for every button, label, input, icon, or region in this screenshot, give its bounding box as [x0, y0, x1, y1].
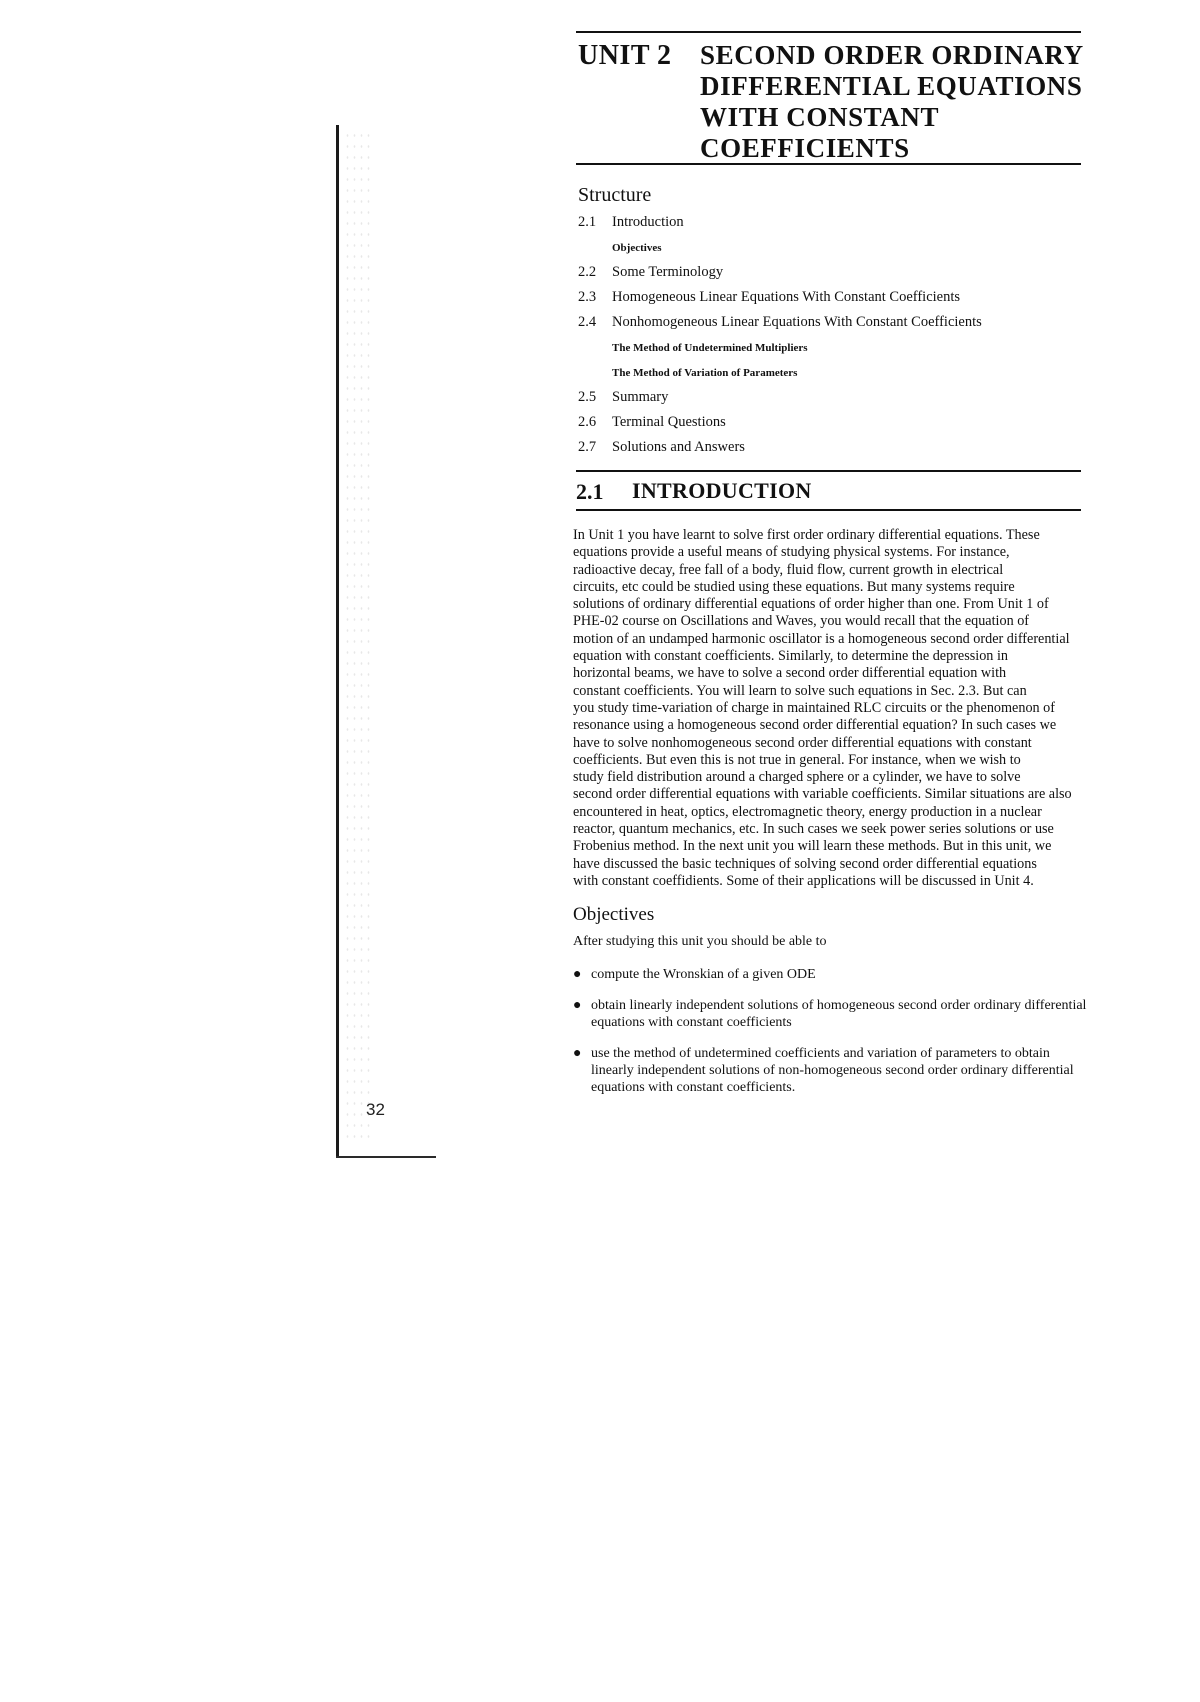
- toc-text: Solutions and Answers: [612, 439, 745, 455]
- paragraph-line: you study time-variation of charge in maintained RLC circuits or the phenomenon of: [573, 699, 1055, 716]
- toc-item: [578, 412, 1078, 437]
- paragraph-line: have to solve nonhomogeneous second order differential equations with constant: [573, 734, 1032, 751]
- toc-subitem: [578, 362, 1078, 387]
- unit-title-line: COEFFICIENTS: [700, 133, 910, 163]
- toc-subitem: [578, 237, 1078, 262]
- objective-line: equations with constant coefficients.: [591, 1080, 796, 1095]
- section-title: INTRODUCTION: [632, 478, 812, 503]
- toc-item: [578, 262, 1078, 287]
- objective-line: obtain linearly independent solutions of homogeneous second order ordinary differential: [591, 998, 1087, 1013]
- paragraph-line: In Unit 1 you have learnt to solve first order ordinary differential equations. These: [573, 527, 1040, 543]
- objective-item: [573, 966, 1103, 983]
- objectives-heading: Objectives: [573, 904, 655, 925]
- toc-number: 2.4: [578, 314, 597, 330]
- toc-number: 2.5: [578, 389, 597, 405]
- toc-number: 2.7: [578, 439, 597, 455]
- top-rule: [576, 31, 1081, 33]
- toc-text: Objectives: [612, 242, 662, 254]
- unit-label: UNIT 2: [578, 40, 672, 71]
- paragraph-line: resonance using a homogeneous second order differential equation? In such cases we: [573, 717, 1057, 734]
- unit-title-line: WITH CONSTANT: [700, 102, 940, 132]
- toc-item: [578, 212, 1078, 237]
- introduction-paragraph: [573, 527, 1103, 890]
- header-rule: [576, 163, 1081, 165]
- paragraph-line: reactor, quantum mechanics, etc. In such cases we seek power series solutions or use: [573, 821, 1054, 838]
- paragraph-line: encountered in heat, optics, electromagnetic theory, energy production in a nuclear: [573, 803, 1042, 820]
- paragraph-line: Frobenius method. In the next unit you will learn these methods. But in this unit, we: [573, 838, 1052, 855]
- objective-line: compute the Wronskian of a given ODE: [591, 967, 816, 982]
- bullet-icon: ●: [573, 967, 582, 982]
- paragraph-line: circuits, etc could be studied using these equations. But many systems require: [573, 578, 1015, 595]
- paragraph-line: equations provide a useful means of studying physical systems. For instance,: [573, 544, 1010, 561]
- toc-item: [578, 387, 1078, 412]
- binding-bottom-edge: [336, 1156, 436, 1158]
- toc-text: The Method of Undetermined Multipliers: [612, 342, 808, 354]
- toc-number: 2.6: [578, 414, 597, 430]
- paragraph-line: solutions of ordinary differential equations of order higher than one. From Unit 1 of: [573, 596, 1049, 613]
- objective-line: linearly independent solutions of non-homogeneous second order ordinary differential: [591, 1063, 1074, 1078]
- toc-text: The Method of Variation of Parameters: [612, 367, 798, 379]
- page-number: 32: [366, 1100, 385, 1119]
- paragraph-line: study field distribution around a charged sphere or a cylinder, we have to solve: [573, 769, 1021, 786]
- section-rule-bottom: [576, 509, 1081, 511]
- table-of-contents: [578, 212, 1078, 462]
- objective-item: [573, 997, 1103, 1031]
- paragraph-line: have discussed the basic techniques of solving second order differential equations: [573, 855, 1037, 872]
- toc-item: [578, 312, 1078, 337]
- structure-heading: Structure: [578, 184, 652, 206]
- scan-noise: [344, 130, 374, 1140]
- paragraph-line: second order differential equations with variable coefficients. Similar situations are also: [573, 786, 1072, 803]
- paragraph-line: motion of an undamped harmonic oscillator is a homogeneous second order differential: [573, 630, 1070, 647]
- toc-text: Introduction: [612, 214, 684, 230]
- objectives-list: [573, 966, 1103, 1110]
- bullet-icon: ●: [573, 1046, 582, 1061]
- section-rule-top: [576, 470, 1081, 472]
- paragraph-line: horizontal beams, we have to solve a second order differential equation with: [573, 665, 1007, 682]
- toc-text: Some Terminology: [612, 264, 724, 280]
- paragraph-line: PHE-02 course on Oscillations and Waves, you would recall that the equation of: [573, 613, 1030, 630]
- toc-number: 2.1: [578, 214, 597, 230]
- toc-subitem: [578, 337, 1078, 362]
- paragraph-line: with constant coeffidients. Some of their applications will be discussed in Unit 4.: [573, 872, 1034, 889]
- toc-text: Terminal Questions: [612, 414, 726, 430]
- toc-text: Nonhomogeneous Linear Equations With Constant Coefficients: [612, 314, 982, 330]
- toc-item: [578, 437, 1078, 462]
- toc-number: 2.2: [578, 264, 597, 280]
- toc-number: 2.3: [578, 289, 597, 305]
- paragraph-line: coefficients. But even this is not true in general. For instance, when we wish to: [573, 751, 1021, 768]
- binding-edge: [336, 125, 339, 1158]
- toc-text: Homogeneous Linear Equations With Constant Coefficients: [612, 289, 961, 305]
- objectives-intro: After studying this unit you should be able to: [573, 934, 827, 949]
- paragraph-line: radioactive decay, free fall of a body, fluid flow, current growth in electrical: [573, 561, 1004, 578]
- bullet-icon: ●: [573, 998, 582, 1013]
- objective-item: [573, 1045, 1103, 1096]
- unit-title-line: DIFFERENTIAL EQUATIONS: [700, 71, 1083, 101]
- paragraph-line: equation with constant coefficients. Similarly, to determine the depression in: [573, 648, 1008, 665]
- section-number: 2.1: [576, 479, 604, 504]
- unit-title-line: SECOND ORDER ORDINARY: [700, 40, 1084, 70]
- objective-line: equations with constant coefficients: [591, 1015, 792, 1030]
- unit-title: [700, 40, 1084, 164]
- paragraph-line: constant coefficients. You will learn to solve such equations in Sec. 2.3. But can: [573, 682, 1027, 699]
- objective-line: use the method of undetermined coefficients and variation of parameters to obtain: [591, 1046, 1050, 1061]
- toc-text: Summary: [612, 389, 669, 405]
- toc-item: [578, 287, 1078, 312]
